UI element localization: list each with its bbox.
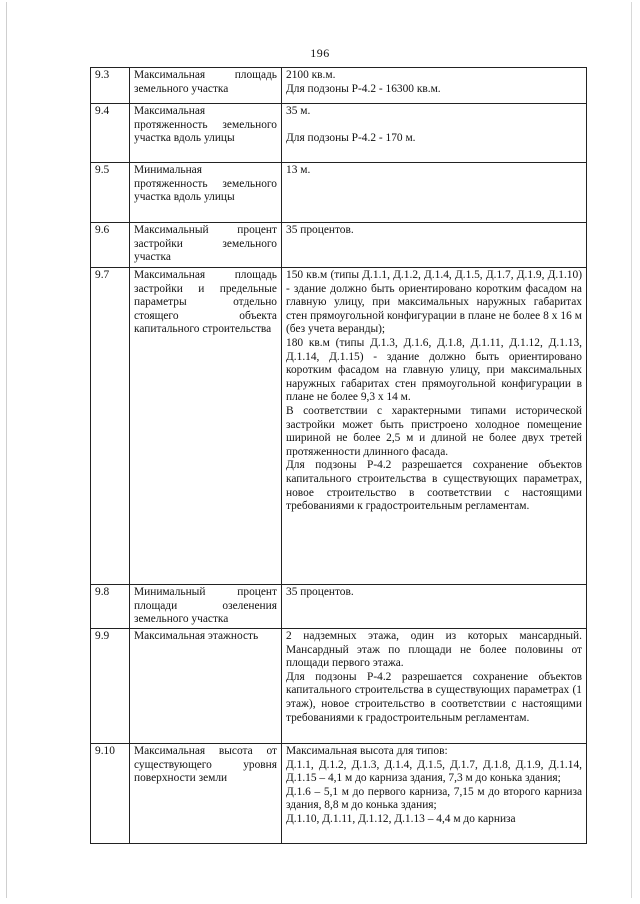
value-paragraph: Для подзоны Р-4.2 - 170 м.	[286, 131, 416, 144]
page-number: 196	[310, 46, 330, 60]
parameter-value	[282, 585, 587, 629]
table-row	[91, 585, 587, 629]
row-number: 9.8	[91, 585, 130, 629]
value-paragraph: Д.1.6 – 5,1 м до первого карниза, 7,15 м до второго карниза здания, 8,8 м до конька здания;	[286, 785, 582, 812]
parameter-name: Минимальная протяженность земельного участка вдоль улицы	[130, 163, 282, 223]
regulations-table	[90, 67, 587, 844]
value-paragraph: Для подзоны Р-4.2 - 16300 кв.м.	[286, 82, 441, 95]
value-paragraph: Д.1.1, Д.1.2, Д.1.3, Д.1.4, Д.1.5, Д.1.7, Д.1.8, Д.1.9, Д.1.14, Д.1.15 – 4,1 м до карниза здания, 7,3 м до конька здания;	[286, 758, 582, 785]
table-row	[91, 744, 587, 844]
value-paragraph: 35 процентов.	[286, 586, 354, 598]
parameter-name: Максимальная протяженность земельного участка вдоль улицы	[130, 104, 282, 163]
table-row	[91, 104, 587, 163]
value-paragraph: 150 кв.м (типы Д.1.1, Д.1.2, Д.1.4, Д.1.5, Д.1.7, Д.1.9, Д.1.10) - здание должно быть ориентировано коротким фасадом на главную улицу, при максимальных наружных габаритах стен прямоугольной конфигурации в плане не более 8 х 16 м (без учета веранды);	[286, 269, 582, 336]
row-number: 9.3	[91, 68, 130, 104]
row-number: 9.6	[91, 223, 130, 268]
parameter-value	[282, 744, 587, 844]
value-paragraph: 35 м.	[286, 105, 311, 117]
value-paragraph: 35 процентов.	[286, 224, 354, 236]
row-number: 9.5	[91, 163, 130, 223]
parameter-name: Максимальная высота от существующего уровня поверхности земли	[130, 744, 282, 844]
parameter-value	[282, 68, 587, 104]
parameter-name: Максимальная этажность	[130, 629, 282, 744]
table-row	[91, 163, 587, 223]
parameter-name: Минимальный процент площади озеленения земельного участка	[130, 585, 282, 629]
parameter-value	[282, 268, 587, 585]
table-row	[91, 268, 587, 585]
parameter-name: Максимальный процент застройки земельного участка	[130, 223, 282, 268]
table-row	[91, 68, 587, 104]
value-paragraph: 2 надземных этажа, один из которых мансардный. Мансардный этаж по площади не более половины от площади первого этажа.	[286, 630, 582, 670]
parameter-value	[282, 629, 587, 744]
parameter-value	[282, 163, 587, 223]
value-paragraph: Д.1.10, Д.1.11, Д.1.12, Д.1.13 – 4,4 м до карниза	[286, 812, 516, 825]
table-row	[91, 223, 587, 268]
row-number: 9.10	[91, 744, 130, 844]
parameter-name: Максимальная площадь земельного участка	[130, 68, 282, 104]
row-number: 9.7	[91, 268, 130, 585]
parameter-name: Максимальная площадь застройки и предельные параметры отдельно стоящего объекта капитального строительства	[130, 268, 282, 585]
value-paragraph: 13 м.	[286, 164, 311, 176]
value-paragraph: Для подзоны Р-4.2 разрешается сохранение объектов капитального строительства в существующих параметрах (1 этаж), новое строительство в соответствии с настоящими требованиями к градостроительным регламентам.	[286, 670, 582, 724]
value-paragraph: 180 кв.м (типы Д.1.3, Д.1.6, Д.1.8, Д.1.11, Д.1.12, Д.1.13, Д.1.14, Д.1.15) - здание должно быть ориентировано коротким фасадом на главную улицу, при максимальных наружных габаритах стен прямоугольной конфигурации в плане не более 9,3 х 14 м.	[286, 336, 582, 404]
value-paragraph: Для подзоны Р-4.2 разрешается сохранение объектов капитального строительства в существующих параметрах, новое строительство в соответствии с настоящими требованиями к градостроительным регламентам.	[286, 459, 582, 513]
parameter-value	[282, 104, 587, 163]
parameter-value	[282, 223, 587, 268]
value-paragraph: Максимальная высота для типов:	[286, 745, 448, 757]
table-row	[91, 629, 587, 744]
row-number: 9.9	[91, 629, 130, 744]
row-number: 9.4	[91, 104, 130, 163]
value-paragraph: 2100 кв.м.	[286, 69, 336, 81]
value-paragraph: В соответствии с характерными типами исторической застройки может быть пристроено холодное помещение шириной не более 2,5 м и длиной не более двух третей протяженности длинного фасада.	[286, 404, 582, 458]
